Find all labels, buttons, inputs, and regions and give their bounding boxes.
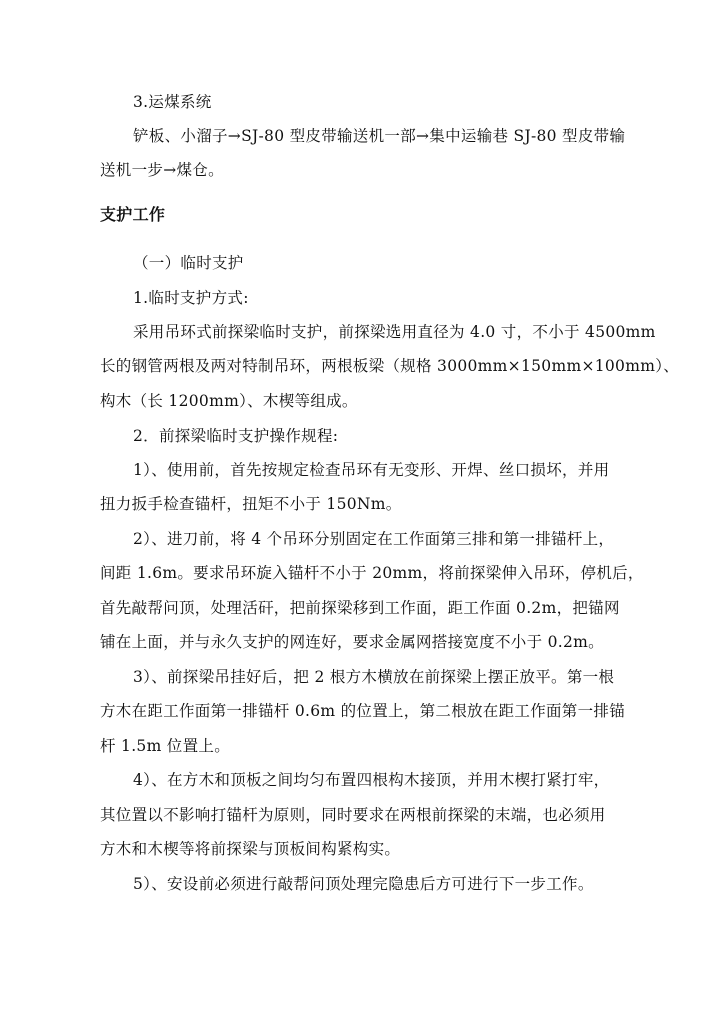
section-heading-support: 支护工作 xyxy=(100,205,166,224)
paragraph-line: 采用吊环式前探梁临时支护，前探梁选用直径为 4.0 寸，不小于 4500mm xyxy=(133,323,656,341)
paragraph-line: 构木（长 1200mm）、木楔等组成。 xyxy=(100,392,358,410)
step-2-line: 2）、进刀前，将 4 个吊环分别固定在工作面第三排和第一排锚杆上， xyxy=(133,530,615,548)
step-3-line: 方木在距工作面第一排锚杆 0.6m 的位置上，第二根放在距工作面第一排锚 xyxy=(100,702,626,720)
step-2-line: 铺在上面，并与永久支护的网连好，要求金属网搭接宽度不小于 0.2m。 xyxy=(100,633,604,651)
paragraph-line: 送机一步→煤仓。 xyxy=(100,161,224,179)
subheading-temporary-support: （一）临时支护 xyxy=(133,254,244,272)
method-title: 1.临时支护方式: xyxy=(133,289,249,307)
step-4-line: 4）、在方木和顶板之间均匀布置四根构木接顶，并用木楔打紧打牢， xyxy=(133,771,610,789)
paragraph-line: 铲板、小溜子→SJ-80 型皮带输送机一部→集中运输巷 SJ-80 型皮带输 xyxy=(133,127,626,145)
step-4-line: 方木和木楔等将前探梁与顶板间构紧构实。 xyxy=(100,840,401,858)
step-2-line: 间距 1.6m。要求吊环旋入锚杆不小于 20mm，将前探梁伸入吊环，停机后， xyxy=(100,564,644,582)
step-1-line: 扭力扳手检查锚杆，扭矩不小于 150Nm。 xyxy=(100,495,402,513)
step-5-line: 5）、安设前必须进行敲帮问顶处理完隐患后方可进行下一步工作。 xyxy=(133,875,594,893)
step-4-line: 其位置以不影响打锚杆为原则，同时要求在两根前探梁的末端，也必须用 xyxy=(100,806,606,824)
step-3-line: 杆 1.5m 位置上。 xyxy=(100,737,231,755)
paragraph-line: 长的钢管两根及两对特制吊环，两根板梁（规格 3000mm×150mm×100mm）、 xyxy=(100,357,680,375)
step-1-line: 1）、使用前，首先按规定检查吊环有无变形、开焊、丝口损坏，并用 xyxy=(133,461,610,479)
step-3-line: 3）、前探梁吊挂好后，把 2 根方木横放在前探梁上摆正放平。第一根 xyxy=(133,668,615,686)
step-2-line: 首先敲帮问顶，处理活矸，把前探梁移到工作面，距工作面 0.2m，把锚网 xyxy=(100,599,620,617)
section-title-coal-transport: 3.运煤系统 xyxy=(133,93,212,111)
procedure-title: 2．前探梁临时支护操作规程: xyxy=(133,427,339,445)
